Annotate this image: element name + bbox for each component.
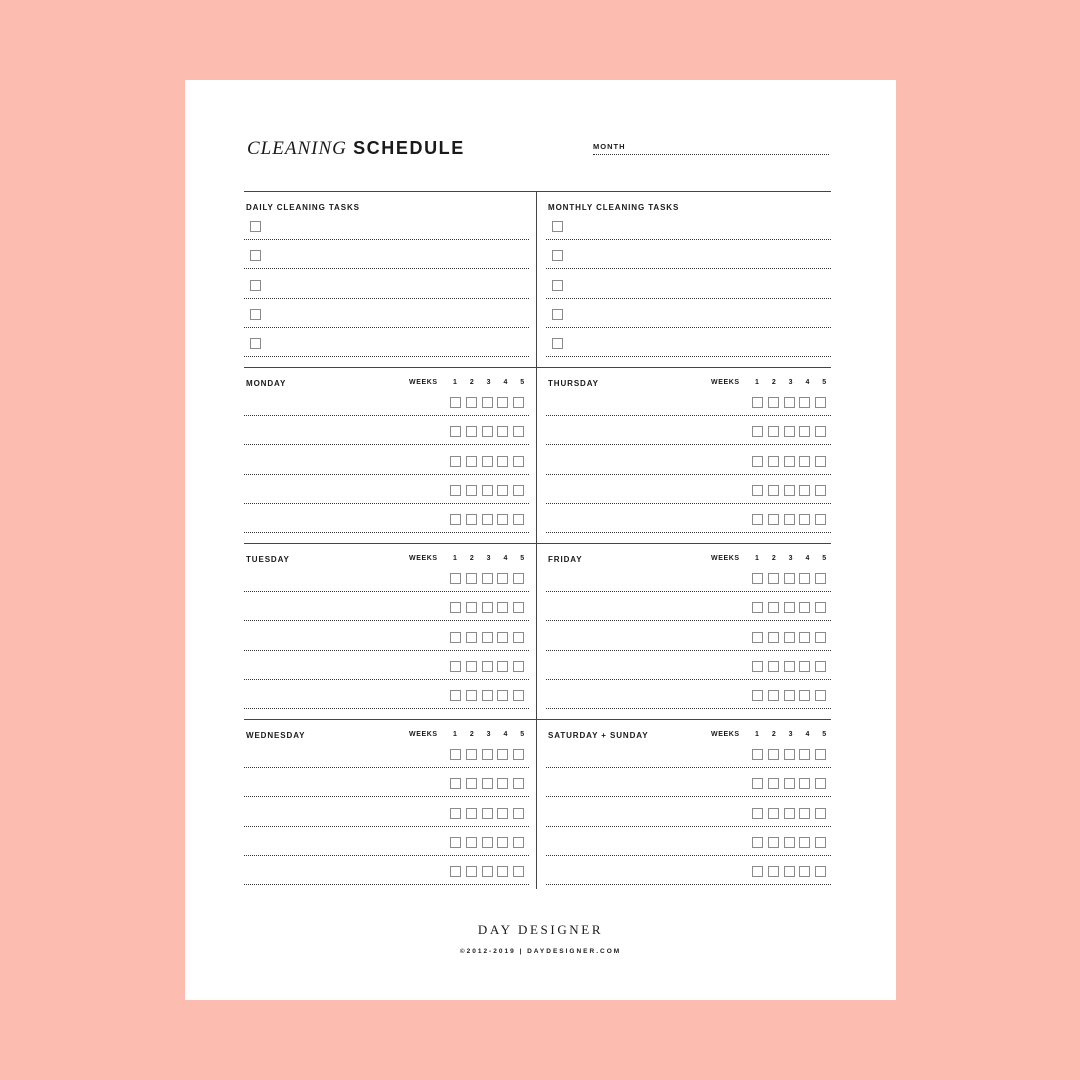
wednesday-week-checkbox[interactable] bbox=[466, 837, 477, 848]
weekend-week-checkbox[interactable] bbox=[768, 837, 779, 848]
weekend-task-line[interactable] bbox=[546, 796, 831, 797]
monday-task-line[interactable] bbox=[244, 474, 529, 475]
monday-week-checkbox[interactable] bbox=[482, 426, 493, 437]
thursday-task-line[interactable] bbox=[546, 474, 831, 475]
tuesday-week-checkbox[interactable] bbox=[497, 661, 508, 672]
monthly-task-line[interactable] bbox=[546, 239, 831, 240]
tuesday-week-checkbox[interactable] bbox=[450, 690, 461, 701]
tuesday-week-checkbox[interactable] bbox=[466, 661, 477, 672]
weekend-label: SATURDAY + SUNDAY bbox=[548, 731, 649, 740]
weekend-week-checkbox[interactable] bbox=[752, 749, 763, 760]
wednesday-week-checkbox[interactable] bbox=[482, 778, 493, 789]
weekend-week-checkbox[interactable] bbox=[752, 778, 763, 789]
wednesday-task-line[interactable] bbox=[244, 767, 529, 768]
wednesday-section bbox=[244, 719, 529, 889]
monday-week-checkbox[interactable] bbox=[466, 514, 477, 525]
thursday-week-checkbox[interactable] bbox=[784, 456, 795, 467]
tuesday-week-checkbox[interactable] bbox=[497, 573, 508, 584]
column-divider bbox=[536, 191, 537, 889]
thursday-week-checkbox[interactable] bbox=[815, 397, 826, 408]
daily-task-checkbox[interactable] bbox=[250, 280, 261, 291]
weeks-label: WEEKS bbox=[711, 555, 740, 562]
wednesday-task-line[interactable] bbox=[244, 884, 529, 885]
wednesday-task-line[interactable] bbox=[244, 855, 529, 856]
tuesday-week-checkbox[interactable] bbox=[482, 632, 493, 643]
week-number-1: 1 bbox=[755, 555, 759, 562]
friday-week-checkbox[interactable] bbox=[815, 661, 826, 672]
weekend-week-checkbox[interactable] bbox=[784, 778, 795, 789]
week-number-2: 2 bbox=[469, 379, 474, 386]
friday-week-checkbox[interactable] bbox=[768, 573, 779, 584]
tuesday-week-checkbox[interactable] bbox=[482, 661, 493, 672]
tuesday-week-checkbox[interactable] bbox=[466, 690, 477, 701]
daily-task-checkbox[interactable] bbox=[250, 309, 261, 320]
thursday-task-line[interactable] bbox=[546, 503, 831, 504]
week-number-3: 3 bbox=[486, 379, 491, 386]
page-title bbox=[247, 138, 465, 160]
tuesday-week-checkbox[interactable] bbox=[497, 602, 508, 613]
week-number-1: 1 bbox=[453, 555, 457, 562]
thursday-week-checkbox[interactable] bbox=[799, 514, 810, 525]
wednesday-week-checkbox[interactable] bbox=[513, 866, 524, 877]
tuesday-week-checkbox[interactable] bbox=[513, 602, 524, 613]
thursday-task-line[interactable] bbox=[546, 444, 831, 445]
thursday-week-checkbox[interactable] bbox=[768, 397, 779, 408]
thursday-week-checkbox[interactable] bbox=[784, 397, 795, 408]
friday-week-checkbox[interactable] bbox=[784, 602, 795, 613]
monday-task-line[interactable] bbox=[244, 503, 529, 504]
friday-label: FRIDAY bbox=[548, 555, 583, 564]
thursday-section bbox=[546, 367, 831, 543]
weekend-task-line[interactable] bbox=[546, 884, 831, 885]
tuesday-week-checkbox[interactable] bbox=[466, 602, 477, 613]
friday-week-checkbox[interactable] bbox=[815, 602, 826, 613]
week-number-2: 2 bbox=[771, 731, 776, 738]
wednesday-label: WEDNESDAY bbox=[246, 731, 306, 740]
weekend-week-checkbox[interactable] bbox=[799, 866, 810, 877]
tuesday-task-line[interactable] bbox=[244, 650, 529, 651]
friday-week-checkbox[interactable] bbox=[752, 661, 763, 672]
monday-week-checkbox[interactable] bbox=[450, 426, 461, 437]
wednesday-week-checkbox[interactable] bbox=[497, 808, 508, 819]
thursday-week-checkbox[interactable] bbox=[799, 397, 810, 408]
week-number-4: 4 bbox=[805, 379, 810, 386]
monday-week-checkbox[interactable] bbox=[466, 426, 477, 437]
monday-week-checkbox[interactable] bbox=[482, 485, 493, 496]
monday-label: MONDAY bbox=[246, 379, 287, 388]
tuesday-week-checkbox[interactable] bbox=[513, 632, 524, 643]
friday-week-checkbox[interactable] bbox=[815, 573, 826, 584]
friday-task-line[interactable] bbox=[546, 620, 831, 621]
week-number-5: 5 bbox=[822, 731, 827, 738]
friday-week-checkbox[interactable] bbox=[799, 661, 810, 672]
wednesday-week-checkbox[interactable] bbox=[513, 808, 524, 819]
thursday-task-line[interactable] bbox=[546, 532, 831, 533]
weekend-week-checkbox[interactable] bbox=[768, 778, 779, 789]
tuesday-task-line[interactable] bbox=[244, 591, 529, 592]
thursday-week-checkbox[interactable] bbox=[784, 426, 795, 437]
monday-week-checkbox[interactable] bbox=[513, 426, 524, 437]
friday-week-checkbox[interactable] bbox=[784, 690, 795, 701]
weekend-week-checkbox[interactable] bbox=[815, 808, 826, 819]
tuesday-week-checkbox[interactable] bbox=[450, 632, 461, 643]
brand-logo: DAY DESIGNER bbox=[477, 922, 604, 937]
monday-task-line[interactable] bbox=[244, 444, 529, 445]
wednesday-week-checkbox[interactable] bbox=[450, 778, 461, 789]
weekend-task-line[interactable] bbox=[546, 855, 831, 856]
tuesday-section bbox=[244, 543, 529, 719]
weekend-week-checkbox[interactable] bbox=[815, 749, 826, 760]
tuesday-task-line[interactable] bbox=[244, 620, 529, 621]
thursday-week-checkbox[interactable] bbox=[768, 485, 779, 496]
monday-week-checkbox[interactable] bbox=[513, 485, 524, 496]
wednesday-week-checkbox[interactable] bbox=[497, 866, 508, 877]
tuesday-week-checkbox[interactable] bbox=[450, 573, 461, 584]
daily-task-checkbox[interactable] bbox=[250, 221, 261, 232]
daily-task-checkbox[interactable] bbox=[250, 250, 261, 261]
daily-task-checkbox[interactable] bbox=[250, 338, 261, 349]
friday-week-checkbox[interactable] bbox=[815, 690, 826, 701]
tuesday-week-checkbox[interactable] bbox=[450, 661, 461, 672]
thursday-week-checkbox[interactable] bbox=[815, 514, 826, 525]
monday-week-checkbox[interactable] bbox=[497, 514, 508, 525]
thursday-week-checkbox[interactable] bbox=[815, 426, 826, 437]
wednesday-week-checkbox[interactable] bbox=[513, 778, 524, 789]
thursday-week-checkbox[interactable] bbox=[768, 426, 779, 437]
wednesday-week-checkbox[interactable] bbox=[482, 837, 493, 848]
monday-week-checkbox[interactable] bbox=[450, 485, 461, 496]
monday-task-line[interactable] bbox=[244, 415, 529, 416]
monday-week-checkbox[interactable] bbox=[513, 514, 524, 525]
friday-section bbox=[546, 543, 831, 719]
wednesday-week-checkbox[interactable] bbox=[482, 866, 493, 877]
thursday-week-checkbox[interactable] bbox=[768, 514, 779, 525]
wednesday-task-line[interactable] bbox=[244, 796, 529, 797]
monthly-task-line[interactable] bbox=[546, 298, 831, 299]
thursday-week-checkbox[interactable] bbox=[799, 426, 810, 437]
tuesday-week-checkbox[interactable] bbox=[466, 632, 477, 643]
thursday-week-checkbox[interactable] bbox=[752, 485, 763, 496]
weekend-week-checkbox[interactable] bbox=[752, 837, 763, 848]
thursday-task-line[interactable] bbox=[546, 415, 831, 416]
week-number-5: 5 bbox=[822, 555, 827, 562]
thursday-week-checkbox[interactable] bbox=[815, 485, 826, 496]
wednesday-week-checkbox[interactable] bbox=[466, 778, 477, 789]
monday-week-checkbox[interactable] bbox=[497, 426, 508, 437]
week-number-5: 5 bbox=[520, 379, 525, 386]
monday-week-checkbox[interactable] bbox=[513, 456, 524, 467]
weekend-week-checkbox[interactable] bbox=[768, 749, 779, 760]
wednesday-week-checkbox[interactable] bbox=[466, 808, 477, 819]
week-number-2: 2 bbox=[469, 555, 474, 562]
thursday-week-checkbox[interactable] bbox=[752, 397, 763, 408]
wednesday-week-checkbox[interactable] bbox=[450, 866, 461, 877]
friday-week-checkbox[interactable] bbox=[784, 632, 795, 643]
friday-week-checkbox[interactable] bbox=[752, 690, 763, 701]
thursday-week-checkbox[interactable] bbox=[784, 514, 795, 525]
title-bold: SCHEDULE bbox=[353, 138, 465, 158]
tuesday-week-checkbox[interactable] bbox=[497, 632, 508, 643]
weekend-week-checkbox[interactable] bbox=[768, 866, 779, 877]
week-number-3: 3 bbox=[486, 555, 491, 562]
weekend-week-checkbox[interactable] bbox=[784, 866, 795, 877]
tuesday-week-checkbox[interactable] bbox=[466, 573, 477, 584]
footer-credits: ©2012-2019 | DAYDESIGNER.COM bbox=[459, 948, 622, 955]
wednesday-week-checkbox[interactable] bbox=[450, 808, 461, 819]
week-number-4: 4 bbox=[503, 731, 508, 738]
week-number-3: 3 bbox=[788, 379, 793, 386]
weekend-week-checkbox[interactable] bbox=[752, 808, 763, 819]
tuesday-week-checkbox[interactable] bbox=[513, 690, 524, 701]
week-number-1: 1 bbox=[755, 379, 759, 386]
monday-task-line[interactable] bbox=[244, 532, 529, 533]
wednesday-week-checkbox[interactable] bbox=[450, 837, 461, 848]
thursday-week-checkbox[interactable] bbox=[815, 456, 826, 467]
weekend-week-checkbox[interactable] bbox=[784, 808, 795, 819]
week-number-4: 4 bbox=[503, 555, 508, 562]
title-italic: CLEANING bbox=[247, 138, 347, 159]
weeks-label: WEEKS bbox=[711, 379, 740, 386]
week-number-5: 5 bbox=[520, 731, 525, 738]
week-number-1: 1 bbox=[755, 731, 759, 738]
week-number-4: 4 bbox=[805, 731, 810, 738]
week-number-3: 3 bbox=[486, 731, 491, 738]
thursday-week-checkbox[interactable] bbox=[752, 514, 763, 525]
monday-week-checkbox[interactable] bbox=[482, 514, 493, 525]
monday-week-checkbox[interactable] bbox=[497, 397, 508, 408]
daily-task-line[interactable] bbox=[244, 327, 529, 328]
week-number-3: 3 bbox=[788, 555, 793, 562]
thursday-week-checkbox[interactable] bbox=[799, 485, 810, 496]
tuesday-week-checkbox[interactable] bbox=[482, 690, 493, 701]
weekend-task-line[interactable] bbox=[546, 826, 831, 827]
monday-week-checkbox[interactable] bbox=[482, 456, 493, 467]
friday-task-line[interactable] bbox=[546, 591, 831, 592]
monday-week-checkbox[interactable] bbox=[450, 456, 461, 467]
friday-task-line[interactable] bbox=[546, 708, 831, 709]
friday-week-checkbox[interactable] bbox=[799, 690, 810, 701]
weeks-label: WEEKS bbox=[711, 731, 740, 738]
tuesday-week-checkbox[interactable] bbox=[513, 573, 524, 584]
monday-week-checkbox[interactable] bbox=[482, 397, 493, 408]
monday-week-checkbox[interactable] bbox=[466, 485, 477, 496]
monthly-task-line[interactable] bbox=[546, 268, 831, 269]
weekend-section bbox=[546, 719, 831, 889]
thursday-week-checkbox[interactable] bbox=[768, 456, 779, 467]
monday-section bbox=[244, 367, 529, 543]
friday-week-checkbox[interactable] bbox=[752, 602, 763, 613]
friday-task-line[interactable] bbox=[546, 679, 831, 680]
daily-label: DAILY CLEANING TASKS bbox=[246, 203, 360, 212]
week-number-5: 5 bbox=[520, 555, 525, 562]
weekend-week-checkbox[interactable] bbox=[799, 778, 810, 789]
weeks-label: WEEKS bbox=[409, 555, 438, 562]
weeks-label: WEEKS bbox=[409, 379, 438, 386]
daily-task-line[interactable] bbox=[244, 268, 529, 269]
friday-week-checkbox[interactable] bbox=[768, 661, 779, 672]
monthly-label: MONTHLY CLEANING TASKS bbox=[548, 203, 680, 212]
monthly-section bbox=[546, 191, 831, 367]
daily-task-line[interactable] bbox=[244, 298, 529, 299]
week-number-4: 4 bbox=[503, 379, 508, 386]
planner-page bbox=[185, 80, 896, 1000]
weekend-week-checkbox[interactable] bbox=[815, 837, 826, 848]
monthly-task-checkbox[interactable] bbox=[552, 221, 563, 232]
monday-week-checkbox[interactable] bbox=[450, 514, 461, 525]
monthly-task-checkbox[interactable] bbox=[552, 338, 563, 349]
wednesday-week-checkbox[interactable] bbox=[513, 837, 524, 848]
monthly-task-line[interactable] bbox=[546, 327, 831, 328]
wednesday-week-checkbox[interactable] bbox=[450, 749, 461, 760]
wednesday-week-checkbox[interactable] bbox=[497, 837, 508, 848]
weekend-week-checkbox[interactable] bbox=[799, 808, 810, 819]
weekend-week-checkbox[interactable] bbox=[784, 749, 795, 760]
weekend-week-checkbox[interactable] bbox=[799, 837, 810, 848]
monday-week-checkbox[interactable] bbox=[513, 397, 524, 408]
monday-week-checkbox[interactable] bbox=[497, 456, 508, 467]
monthly-task-checkbox[interactable] bbox=[552, 309, 563, 320]
tuesday-task-line[interactable] bbox=[244, 708, 529, 709]
thursday-week-checkbox[interactable] bbox=[752, 426, 763, 437]
friday-week-checkbox[interactable] bbox=[799, 573, 810, 584]
week-number-2: 2 bbox=[771, 555, 776, 562]
tuesday-task-line[interactable] bbox=[244, 679, 529, 680]
monthly-task-line[interactable] bbox=[546, 356, 831, 357]
week-number-4: 4 bbox=[805, 555, 810, 562]
monday-week-checkbox[interactable] bbox=[466, 397, 477, 408]
thursday-week-checkbox[interactable] bbox=[784, 485, 795, 496]
tuesday-week-checkbox[interactable] bbox=[482, 602, 493, 613]
tuesday-week-checkbox[interactable] bbox=[513, 661, 524, 672]
wednesday-week-checkbox[interactable] bbox=[466, 749, 477, 760]
wednesday-week-checkbox[interactable] bbox=[497, 778, 508, 789]
monday-week-checkbox[interactable] bbox=[450, 397, 461, 408]
tuesday-label: TUESDAY bbox=[246, 555, 290, 564]
weekend-week-checkbox[interactable] bbox=[752, 866, 763, 877]
friday-week-checkbox[interactable] bbox=[768, 690, 779, 701]
monday-week-checkbox[interactable] bbox=[466, 456, 477, 467]
weeks-label: WEEKS bbox=[409, 731, 438, 738]
wednesday-week-checkbox[interactable] bbox=[482, 749, 493, 760]
week-number-3: 3 bbox=[788, 731, 793, 738]
weekend-week-checkbox[interactable] bbox=[768, 808, 779, 819]
monthly-task-checkbox[interactable] bbox=[552, 250, 563, 261]
week-number-1: 1 bbox=[453, 731, 457, 738]
wednesday-task-line[interactable] bbox=[244, 826, 529, 827]
friday-week-checkbox[interactable] bbox=[784, 661, 795, 672]
wednesday-week-checkbox[interactable] bbox=[497, 749, 508, 760]
week-number-2: 2 bbox=[469, 731, 474, 738]
daily-task-line[interactable] bbox=[244, 239, 529, 240]
schedule-grid bbox=[244, 191, 831, 889]
thursday-label: THURSDAY bbox=[548, 379, 599, 388]
tuesday-week-checkbox[interactable] bbox=[497, 690, 508, 701]
friday-week-checkbox[interactable] bbox=[784, 573, 795, 584]
friday-week-checkbox[interactable] bbox=[752, 573, 763, 584]
friday-week-checkbox[interactable] bbox=[799, 632, 810, 643]
month-label: MONTH bbox=[593, 142, 626, 151]
weekend-week-checkbox[interactable] bbox=[784, 837, 795, 848]
thursday-week-checkbox[interactable] bbox=[799, 456, 810, 467]
daily-section bbox=[244, 191, 529, 367]
friday-task-line[interactable] bbox=[546, 650, 831, 651]
weekend-week-checkbox[interactable] bbox=[815, 866, 826, 877]
thursday-week-checkbox[interactable] bbox=[752, 456, 763, 467]
monday-week-checkbox[interactable] bbox=[497, 485, 508, 496]
daily-task-line[interactable] bbox=[244, 356, 529, 357]
wednesday-week-checkbox[interactable] bbox=[482, 808, 493, 819]
month-input-line[interactable] bbox=[593, 154, 829, 155]
week-number-1: 1 bbox=[453, 379, 457, 386]
weekend-task-line[interactable] bbox=[546, 767, 831, 768]
friday-week-checkbox[interactable] bbox=[768, 632, 779, 643]
tuesday-week-checkbox[interactable] bbox=[450, 602, 461, 613]
friday-week-checkbox[interactable] bbox=[768, 602, 779, 613]
tuesday-week-checkbox[interactable] bbox=[482, 573, 493, 584]
wednesday-week-checkbox[interactable] bbox=[466, 866, 477, 877]
friday-week-checkbox[interactable] bbox=[815, 632, 826, 643]
friday-week-checkbox[interactable] bbox=[799, 602, 810, 613]
week-number-5: 5 bbox=[822, 379, 827, 386]
friday-week-checkbox[interactable] bbox=[752, 632, 763, 643]
weekend-week-checkbox[interactable] bbox=[799, 749, 810, 760]
monthly-task-checkbox[interactable] bbox=[552, 280, 563, 291]
wednesday-week-checkbox[interactable] bbox=[513, 749, 524, 760]
week-number-2: 2 bbox=[771, 379, 776, 386]
weekend-week-checkbox[interactable] bbox=[815, 778, 826, 789]
